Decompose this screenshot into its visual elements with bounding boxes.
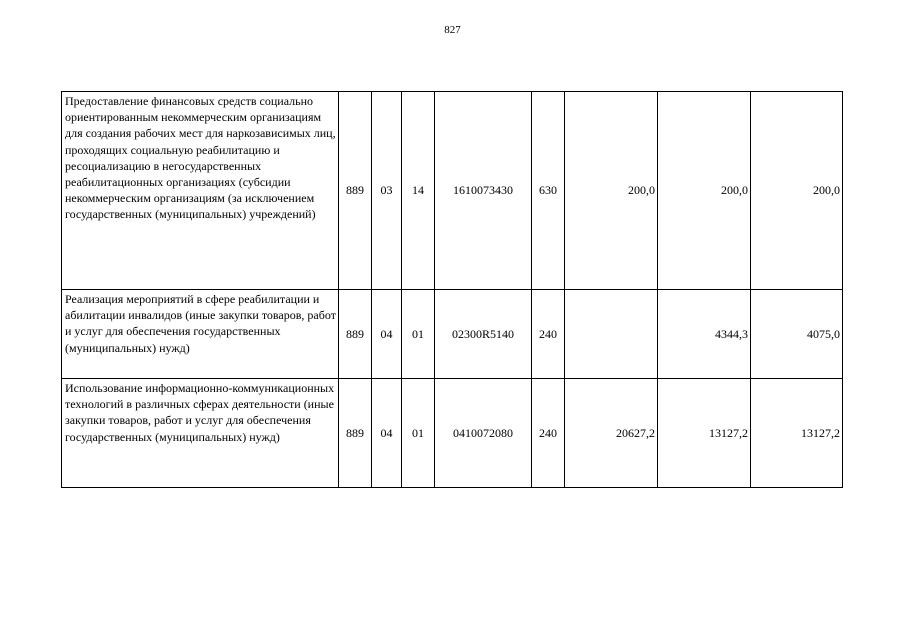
ministry-code-cell: 889 <box>339 379 372 488</box>
subsection-code-cell: 01 <box>402 379 435 488</box>
budget-table <box>61 91 843 488</box>
amount-1-cell: 200,0 <box>565 92 658 290</box>
amount-2-cell: 13127,2 <box>658 379 751 488</box>
amount-3-cell: 200,0 <box>751 92 843 290</box>
amount-3-cell: 4075,0 <box>751 290 843 379</box>
section-code-cell: 04 <box>372 290 402 379</box>
table-row <box>62 290 843 379</box>
subsection-code-cell: 14 <box>402 92 435 290</box>
table-row <box>62 92 843 290</box>
target-article-cell: 1610073430 <box>435 92 532 290</box>
section-code-cell: 03 <box>372 92 402 290</box>
subsection-code-cell: 01 <box>402 290 435 379</box>
row-name-cell: Реализация мероприятий в сфере реабилитации и абилитации инвалидов (иные закупки товаров, работ и услуг для обеспечения государственных (муниципальных) нужд) <box>62 290 339 379</box>
expense-type-cell: 240 <box>532 290 565 379</box>
target-article-cell: 02300R5140 <box>435 290 532 379</box>
amount-2-cell: 4344,3 <box>658 290 751 379</box>
amount-1-cell <box>565 290 658 379</box>
target-article-cell: 0410072080 <box>435 379 532 488</box>
ministry-code-cell: 889 <box>339 92 372 290</box>
ministry-code-cell: 889 <box>339 290 372 379</box>
page-number: 827 <box>444 24 461 36</box>
amount-2-cell: 200,0 <box>658 92 751 290</box>
row-name-cell: Использование информационно-коммуникационных технологий в различных сферах деятельности (иные закупки товаров, работ и услуг для обеспечения государственных (муниципальных) нужд) <box>62 379 339 488</box>
expense-type-cell: 240 <box>532 379 565 488</box>
section-code-cell: 04 <box>372 379 402 488</box>
amount-1-cell: 20627,2 <box>565 379 658 488</box>
amount-3-cell: 13127,2 <box>751 379 843 488</box>
row-name-cell: Предоставление финансовых средств социально ориентированным некоммерческим организациям для создания рабочих мест для наркозависимых лиц, проходящих социальную реабилитацию и ресоциализацию в негосударственных реабилитационных организациях (субсидии некоммерческим организациям (за исключением государственных (муниципальных) учреждений) <box>62 92 339 290</box>
expense-type-cell: 630 <box>532 92 565 290</box>
table-row <box>62 379 843 488</box>
